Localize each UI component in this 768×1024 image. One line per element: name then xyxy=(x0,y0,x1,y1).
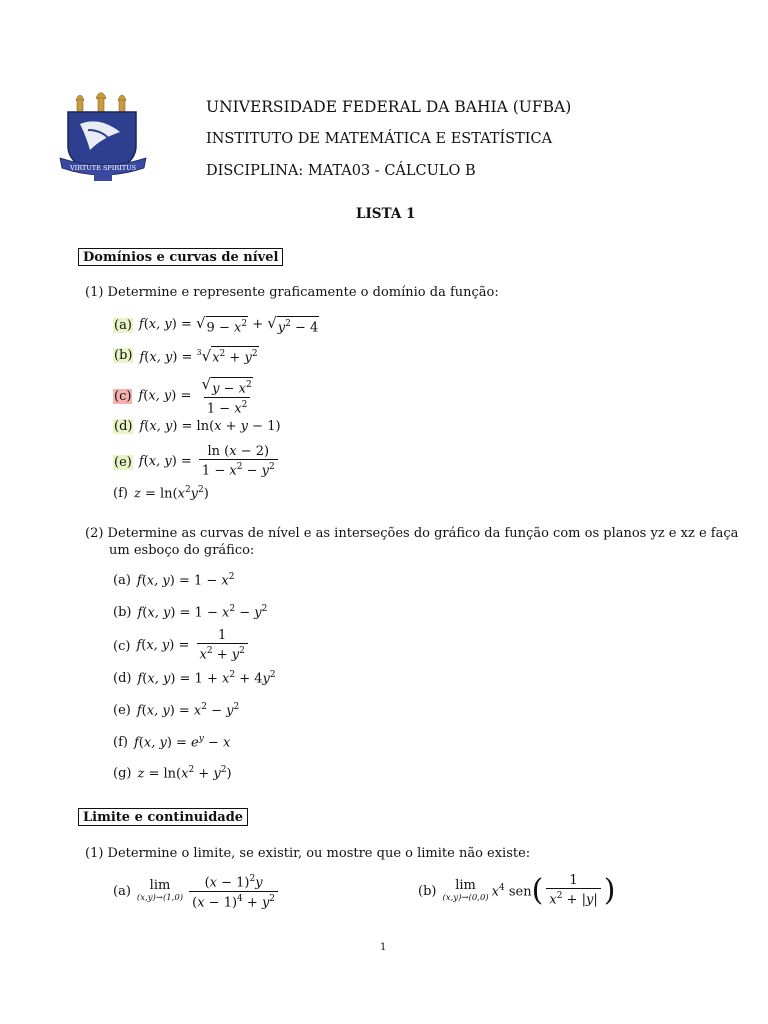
q1-item-c xyxy=(113,375,259,416)
item-label: (g) xyxy=(113,765,132,781)
formula: f(x, $y) = 1 - x^2$ xyxy=(136,571,235,589)
university-title: UNIVERSIDADE FEDERAL DA BAHIA (UFBA) xyxy=(206,98,572,116)
item-label: (b) xyxy=(114,347,133,363)
formula: lim (x,y)→(0,0) $x^4$ sen ( $\frac{1}{x^2 + |y|}$ ) xyxy=(442,872,616,908)
q1-item-d xyxy=(113,414,281,438)
limits-item-a xyxy=(113,872,281,910)
limits-item-b xyxy=(418,872,615,910)
formula: f(x, $y) = x^2 - y^2$ xyxy=(136,701,240,719)
formula: f(x, $y) = 1 + x^2 + 4y^2$ xyxy=(137,669,276,687)
item-label: (a) xyxy=(113,572,131,588)
item-label: (c) xyxy=(113,638,131,654)
section-limits-title: Limite e continuidade xyxy=(78,808,248,826)
q2-item-c xyxy=(113,629,251,663)
formula: f(x, y) = $^3$√ $x^2 + y^2$ xyxy=(139,346,258,366)
q2-item-b xyxy=(113,600,267,624)
q1-item-b xyxy=(113,343,259,367)
q1-item-a xyxy=(113,313,319,337)
q2-prompt-line1: (2) Determine as curvas de nível e as interseções do gráfico da função com os planos yz e xz e faça xyxy=(85,526,739,541)
section-domains-title: Domínios e curvas de nível xyxy=(78,248,283,266)
formula: $z = \ln(x^2 + y^2)$ xyxy=(137,764,232,782)
list-title: LISTA 1 xyxy=(356,206,416,222)
formula: f(x, y) = $\frac{1}{x^2 + y^2}$ xyxy=(136,629,250,662)
ufba-logo xyxy=(58,86,150,186)
q2-item-e xyxy=(113,698,239,722)
formula: f(x, y) = $\frac{\ln (x - 2)}{1 - x^2 - y^2}$ xyxy=(139,445,281,478)
q2-prompt-line2: um esboço do gráfico: xyxy=(109,543,255,558)
formula: f(x, $y) = e^y - x$ xyxy=(133,733,231,751)
item-label: (d) xyxy=(113,670,132,686)
item-label: (d) xyxy=(114,418,133,434)
formula: lim (x,y)→(1,0) $\frac{(x - 1)^2y}{(x - 1)^4 + y^2}$ xyxy=(137,872,281,910)
item-label: (a) xyxy=(113,883,131,899)
formula: f(x, y) = √ $y - x^2$ $1 - x^2$ xyxy=(138,375,252,416)
q2-item-f xyxy=(113,730,230,754)
institute-title: INSTITUTO DE MATEMÁTICA E ESTATÍSTICA xyxy=(206,131,553,147)
q2-item-d xyxy=(113,666,276,690)
q1-item-e xyxy=(113,445,281,479)
page-number: 1 xyxy=(380,942,387,953)
formula: f(x, y) = √ $9 - x^2$ + √ $y^2 - 4$ xyxy=(138,313,319,336)
q2-item-g xyxy=(113,761,232,785)
item-label: (b) xyxy=(418,883,437,899)
limits-q1-prompt: (1) Determine o limite, se existir, ou mostre que o limite não existe: xyxy=(85,846,531,861)
formula: $z = \ln(x^2y^2)$ xyxy=(133,484,209,502)
item-label: (f) xyxy=(113,734,128,750)
formula: f(x, $y) = 1 - x^2 - y^2$ xyxy=(137,603,268,621)
item-label: (f) xyxy=(113,485,128,501)
q1-item-f xyxy=(113,481,209,505)
formula: f(x, y) = ln(x + y − 1) xyxy=(139,418,281,434)
item-label: (b) xyxy=(113,604,132,620)
q2-item-a xyxy=(113,568,235,592)
item-label: (e) xyxy=(113,702,131,718)
logo-motto: VIRTUTE SPIRITUS xyxy=(69,164,137,172)
item-label: (a) xyxy=(114,317,132,333)
item-label: (e) xyxy=(114,454,132,470)
item-label: (c) xyxy=(114,388,132,404)
discipline-title: DISCIPLINA: MATA03 - CÁLCULO B xyxy=(206,163,476,179)
q1-prompt: (1) Determine e represente graficamente o domínio da função: xyxy=(85,285,499,300)
